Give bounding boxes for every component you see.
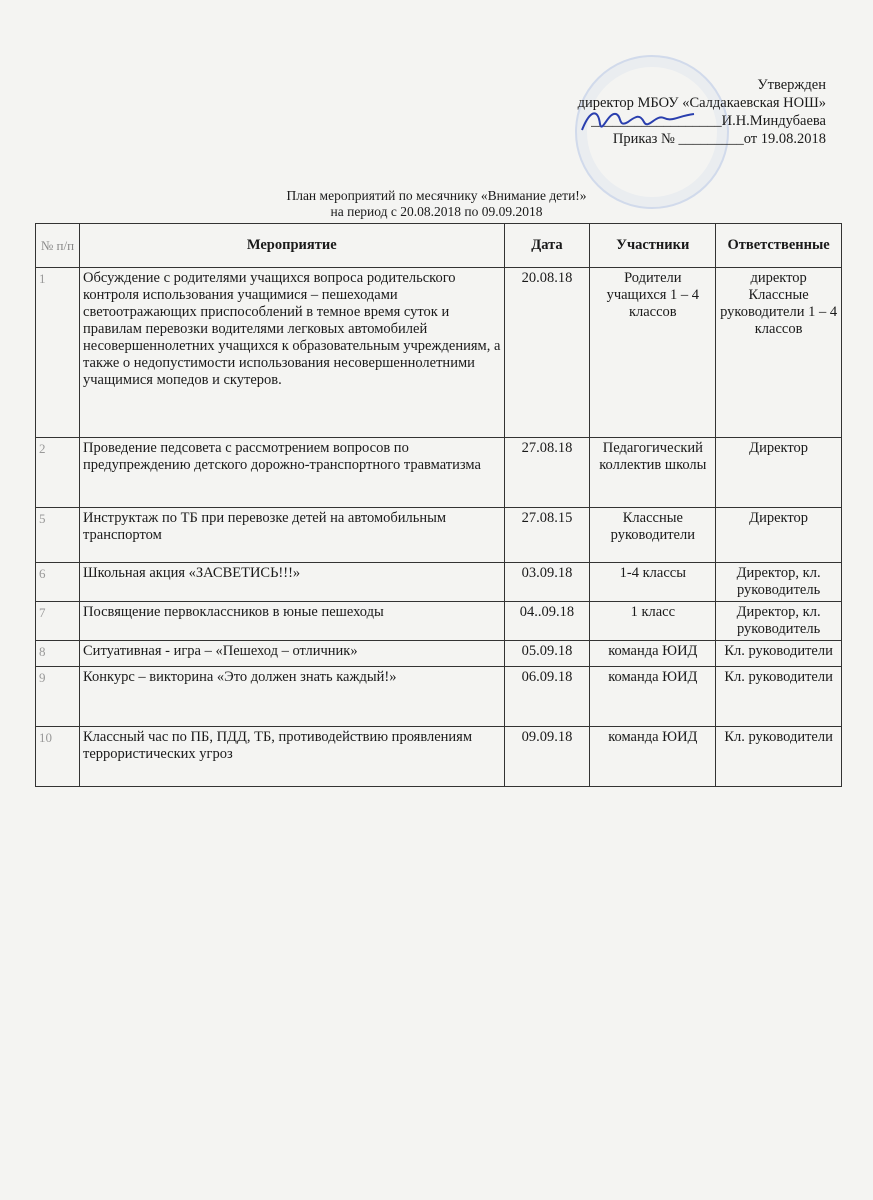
header-responsible: Ответственные	[716, 224, 842, 268]
row-responsible: Директор	[716, 438, 842, 508]
row-date: 27.08.15	[504, 508, 590, 563]
row-date: 20.08.18	[504, 268, 590, 438]
title-line-1: План мероприятий по месячнику «Внимание дети!»	[286, 188, 587, 203]
row-participants: 1-4 классы	[590, 563, 716, 602]
approval-line-4: Приказ № _________от 19.08.2018	[612, 131, 826, 147]
row-date: 03.09.18	[504, 563, 590, 602]
document-title	[0, 188, 873, 220]
row-date: 27.08.18	[504, 438, 590, 508]
row-participants: команда ЮИД	[590, 641, 716, 667]
row-event: Проведение педсовета с рассмотрением вопросов по предупреждению детского дорожно-транспортного травматизма	[80, 438, 504, 508]
header-num: № п/п	[36, 224, 80, 268]
row-responsible: Директор, кл. руководитель	[716, 563, 842, 602]
approval-block	[486, 76, 826, 148]
row-num: 10	[36, 727, 80, 787]
row-participants: Родители учащихся 1 – 4 классов	[590, 268, 716, 438]
row-participants: команда ЮИД	[590, 727, 716, 787]
row-num: 1	[36, 268, 80, 438]
row-responsible: директор Классные руководители 1 – 4 классов	[716, 268, 842, 438]
header-event: Мероприятие	[80, 224, 504, 268]
row-event: Ситуативная - игра – «Пешеход – отличник»	[80, 641, 504, 667]
approval-line-1: Утвержден	[757, 77, 826, 93]
approval-line-3: __________________И.Н.Миндубаева	[486, 112, 826, 130]
header-date: Дата	[504, 224, 590, 268]
row-event: Обсуждение с родителями учащихся вопроса родительского контроля использования учащимися – пешеходами светоотражающих приспособлений в темное время суток и правилам перевозки водителями легковых автомобилей несовершеннолетних учащихся к образовательным учреждениям, а также о недопустимости использования несовершеннолетними учащимися мопедов и скутеров.	[80, 268, 504, 438]
table-row	[36, 641, 842, 667]
table-row	[36, 508, 842, 563]
row-responsible: Кл. руководители	[716, 641, 842, 667]
row-responsible: Кл. руководители	[716, 727, 842, 787]
table-row	[36, 563, 842, 602]
row-responsible: Директор, кл. руководитель	[716, 602, 842, 641]
row-responsible: Кл. руководители	[716, 667, 842, 727]
row-event: Школьная акция «ЗАСВЕТИСЬ!!!»	[80, 563, 504, 602]
row-num: 5	[36, 508, 80, 563]
row-num: 8	[36, 641, 80, 667]
row-date: 09.09.18	[504, 727, 590, 787]
title-line-2: на период с 20.08.2018 по 09.09.2018	[330, 204, 543, 219]
row-date: 04..09.18	[504, 602, 590, 641]
row-date: 05.09.18	[504, 641, 590, 667]
approval-line-2: директор МБОУ «Салдакаевская НОШ»	[577, 95, 826, 111]
table-row	[36, 667, 842, 727]
row-participants: команда ЮИД	[590, 667, 716, 727]
table-row	[36, 602, 842, 641]
row-event: Классный час по ПБ, ПДД, ТБ, противодействию проявлениям террористических угроз	[80, 727, 504, 787]
row-num: 2	[36, 438, 80, 508]
row-num: 9	[36, 667, 80, 727]
row-num: 6	[36, 563, 80, 602]
table-row	[36, 268, 842, 438]
row-participants: 1 класс	[590, 602, 716, 641]
row-num: 7	[36, 602, 80, 641]
row-date: 06.09.18	[504, 667, 590, 727]
row-participants: Педагогический коллектив школы	[590, 438, 716, 508]
events-table	[35, 223, 842, 787]
row-responsible: Директор	[716, 508, 842, 563]
row-participants: Классные руководители	[590, 508, 716, 563]
table-row	[36, 438, 842, 508]
row-event: Посвящение первоклассников в юные пешеходы	[80, 602, 504, 641]
table-header-row	[36, 224, 842, 268]
row-event: Инструктаж по ТБ при перевозке детей на автомобильным транспортом	[80, 508, 504, 563]
header-participants: Участники	[590, 224, 716, 268]
signature-icon	[578, 104, 698, 138]
table-row	[36, 727, 842, 787]
row-event: Конкурс – викторина «Это должен знать каждый!»	[80, 667, 504, 727]
